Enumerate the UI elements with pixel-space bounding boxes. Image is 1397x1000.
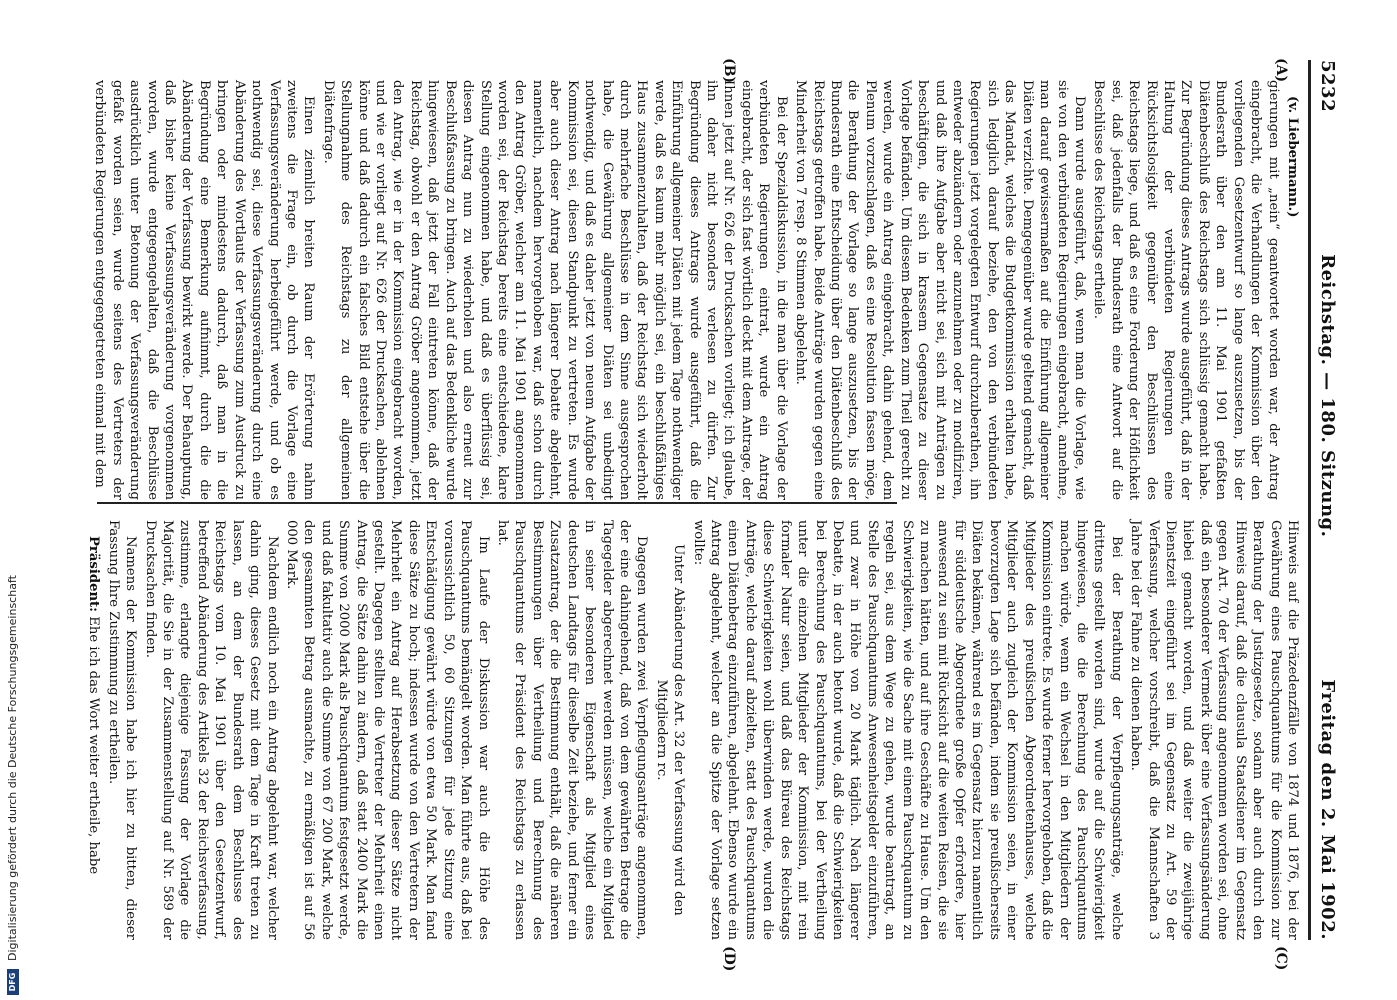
paragraph: Bei der Berathung der Verpflegungsanträge, welche drittens gestellt worden sind, wurde auf die Schwierigkeit hingewiesen, die die Berechnung des Pauschquantums machen würde, wenn ein Wechsel in den Mitgliedern der Kommission eintrete. Es wurde ferner hervorgehoben, daß die Mitglieder des preußischen Abgeordnetenhauses, welche Mitglieder auch zugleich der Kommission seien, in einer bevorzugten Lage sich befänden, indem sie preußischerseits Diäten bekämen, während es im Gegensatz hierzu namentlich für süddeutsche Abgeordnete große Opfer erfordere, hier anwesend zu sein mit Rücksicht auf die weiten Reisen, die sie zu machen hätten, und auf ihre Geschäfte zu Hause. Um den Schwierigkeiten, wie die Sache mit einem Pauschquantum zu regeln sei, aus dem Wege zu gehen, wurde beantragt, an Stelle des Pauschquantums Anwesenheitsgelder einzuführen, und zwar in Höhe von 20 Mark täglich. Nach längerer Debatte, in der auch betont wurde, daß die Schwierigkeiten bei Berechnung des Pauschquantums, bei der Vertheilung unter die einzelnen Mitglieder der Kommission, mit rein formaler Natur seien, und daß das Büreau des Reichstags diese Schwierigkeiten wohl überwinden werde, wurden die Anträge, welche darauf abzielten, statt des Pauschquantums einen Diätenbetrag einzuführen, abgelehnt. Ebenso wurde ein Antrag abgelehnt, welcher an die Spitze der Vorlage setzen wollte: [690, 520, 1124, 940]
margin-marker-c: (C) [1273, 946, 1289, 971]
paragraph: Einen ziemlich breiten Raum der Erörterung nahm zweitens die Frage ein, ob durch die Vorlage eine Verfassungsveränderung herbeigeführt werde, und ob es nothwendig sei, diese Verfassungsveränderung durch eine Abänderung des Wortlauts der Verfassung zum Ausdruck zu bringen oder mindestens dadurch, daß man in die Begründung eine Bemerkung aufnimmt, durch die die Abänderung der Verfassung bewirkt werde. Der Behauptung, daß bisher keine Verfassungsveränderung vorgenommen worden, wurde entgegengehalten, daß die Beschlüsse ausdrücklich unter Betonung der Verfassungsveränderung gefaßt worden seien, wurde seitens des Vertreters der verbündeten Regierungen entgegengetreten einmal mit dem [92, 80, 317, 500]
credit-text: Digitalisierung gefördert durch die Deutsche Forschungsgemeinschaft [6, 575, 19, 961]
paragraph: Dann wurde ausgeführt, daß, wenn man die Vorlage, wie sie von den verbündeten Regierungen eingebracht, annehme, man darauf gewissermaßen auf die Einführung allgemeiner Diäten verzichte. Demgegenüber wurde geltend gemacht, daß das Mandat, welches die Budgetkommission erhalten habe, sich lediglich darauf beziehe, den von den verbündeten Regierungen jetzt vorgelegten Entwurf durchzuberathen, ihn entweder abzuändern oder anzunehmen oder zu modifiziren, und daß ihre Aufgabe aber nicht sei, sich mit Anträgen zu beschäftigen, die sich in krassem Gegensatze zu dieser Vorlage befänden. Um diesem Bedenken zum Theil gerecht zu werden, wurde ein Antrag eingebracht, dahin gehend, dem Plenum vorzuschlagen, daß es eine Resolution fassen möge, die Berathung der Vorlage so lange auszusetzen, bis der Bundesrath eine Entscheidung über den Diätenbeschluß des Reichstags getroffen habe. Beide Anträge wurden gegen eine Minderheit von 7 resp. 8 Stimmen abgelehnt. [793, 80, 1087, 500]
president-statement [85, 520, 102, 940]
header-rule [1308, 60, 1311, 940]
paragraph: Dagegen wurden zwei Verpflegungsanträge angenommen, der eine dahingehend, daß von dem gewährten Betrage die Tagegelder abgerechnet werden müssen, welche ein Mitglied in seiner besonderen Eigenschaft als Mitglied eines deutschen Landtags für dieselbe Zeit beziehe, und ferner ein Zusatzantrag, der die Bestimmung enthält, daß die näheren Bestimmungen über Vertheilung und Berechnung des Pauschquantums der Präsident des Reichstags zu erlassen hat. [495, 520, 650, 940]
paragraph: gierungen mit „nein“ geantwortet worden war, der Antrag eingebracht, die Verhandlungen der Kommission über den vorliegenden Gesetzentwurf so lange auszusetzen, bis der Bundesrath über den am 11. Mai 1901 gefaßten Diätenbeschluß des Reichstags sich schlüssig gemacht habe. Zur Begründung dieses Antrags wurde ausgeführt, daß in der Haltung der verbündeten Regierungen eine Rücksichtslosigkeit gegenüber den Beschlüssen des Reichstags liege, und daß es eine Forderung der Höflichkeit sei, daß jedenfalls der Bundesrath eine Antwort auf die Beschlüsse des Reichstags ertheile. [1091, 80, 1281, 500]
paragraph: Namens der Kommission habe ich hier zu bitten, dieser Fassung Ihre Zustimmung zu ertheilen. [105, 520, 139, 940]
left-column [92, 80, 1301, 501]
speaker-name: (v. Liebermann.) [1285, 96, 1300, 218]
paragraph: Im Laufe der Diskussion war auch die Höhe des Pauschquantums bemängelt worden. Man führte aus, daß bei voraussichtlich 50, 60 Sitzungen für jede Sitzung eine Entschädigung gewährt würde von etwa 50 Mark. Man fand diese Sätze zu hoch; indessen wurde von den Vertretern der Mehrheit ein Antrag auf Herabsetzung dieser Sätze nicht gestellt. Dagegen stellten die Vertreter der Mehrheit einen Antrag, die Sätze dahin zu ändern, daß statt 2400 Mark die Summe von 2000 Mark als Pauschquantum festgesetzt werde, und daß fakultativ auch die Summe von 67 200 Mark, welche den gesammten Betrag ausmachte, zu ermäßigen ist auf 56 000 Mark. [283, 520, 491, 940]
paragraph: Hinweis auf die Präzedenzfälle von 1874 und 1876, bei der Gewährung eines Pauschquantums für die Kommission zur Berathung der Justizgesetze, sodann aber auch durch den Hinweis darauf, daß die clausula Staatsdiener im Gegensatz gegen Art. 70 der Verfassung angenommen worden sei, ohne daß ein besonderer Vermerk über eine Verfassungsänderung hiebei gemacht worden, und daß weiter die zweijährige Dienstzeit eingeführt sei im Gegensatz zu Art. 59 der Verfassung, welcher vorschreibt, daß die Mannschaften 3 Jahre bei der Fahne zu dienen haben. [1128, 520, 1300, 940]
president-label: Präsident: [86, 536, 102, 613]
paragraph: Nachdem endlich noch ein Antrag abgelehnt war, welcher dahin ging, dieses Gesetz mit dem Tage in Kraft treten zu lassen, an dem der Bundesrath dem Beschlusse des Reichstags vom 10. Mai 1901 über den Gesetzentwurf, betreffend Abänderung des Artikels 32 der Reichsverfassung, zustimme, erlangte diejenige Fassung der Vorlage die Majorität, die Sie in der Zusammenstellung auf Nr. 589 der Drucksachen finden. [142, 520, 280, 940]
margin-marker-a: (A) [1273, 58, 1289, 83]
dfg-logo: DFG [7, 969, 19, 995]
page-header [1317, 60, 1357, 940]
president-text: Ehe ich das Wort weiter ertheile, habe [86, 616, 102, 875]
session-title: Reichstag. — 180. Sitzung. [1317, 254, 1338, 538]
right-column [86, 520, 1301, 940]
column-divider [97, 502, 897, 504]
page-number: 5232 [1317, 60, 1338, 113]
margin-marker-d: (D) [721, 946, 737, 972]
margin-marker-b: (B) [721, 58, 737, 84]
digitization-credit [0, 0, 24, 1000]
session-date: Freitag den 2. Mai 1902. [1317, 679, 1338, 940]
paragraph: Bei der Spezialdiskussion, in die man über die Vorlage der verbündeten Regierungen eintrat, wurde ein Antrag eingebracht, der sich fast wörtlich deckt mit dem Antrage, der Ihnen jetzt auf Nr. 626 der Drucksachen vorliegt; ich glaube, ihn daher nicht besonders verlesen zu dürfen. Zur Begründung dieses Antrags wurde ausgeführt, daß die Einführung allgemeiner Diäten mit jedem Tage nothwendiger werde, daß es kaum mehr möglich sei, ein beschlußfähiges Haus zusammenzuhalten, daß der Reichstag sich wiederholt durch mehrfache Beschlüsse in dem Sinne ausgesprochen habe, die Gewährung allgemeiner Diäten sei unbedingt nothwendig, und daß es daher jetzt von neuem Aufgabe der Kommission sei, diesen Standpunkt zu vertreten. Es wurde aber auch dieser Antrag nach längerer Debatte abgelehnt, namentlich, nachdem hervorgehoben war, daß schon durch den Antrag Gröber, welcher am 11. Mai 1901 angenommen worden sei, der Reichstag bereits eine entschiedene, klare Stellung eingenommen habe, und daß es überflüssig sei, diesen Antrag nun zu wiederholen und also erneut zur Beschlußfassung zu bringen. Auch auf das Bedenkliche wurde hingewiesen, daß jetzt der Fall eintreten könne, daß der Reichstag, obwohl er den Antrag Gröber angenommen, jetzt den Antrag, wie er in der Kommission eingebracht worden, und wie er vorliegt auf Nr. 626 der Drucksachen, ablehnen könne und daß dadurch ein falsches Bild entstehe über die Stellungnahme des Reichstags zu der allgemeinen Diätenfrage. [320, 80, 789, 501]
quoted-provision: Unter Abänderung des Art. 32 der Verfassung wird den Mitgliedern rc. [653, 544, 687, 916]
